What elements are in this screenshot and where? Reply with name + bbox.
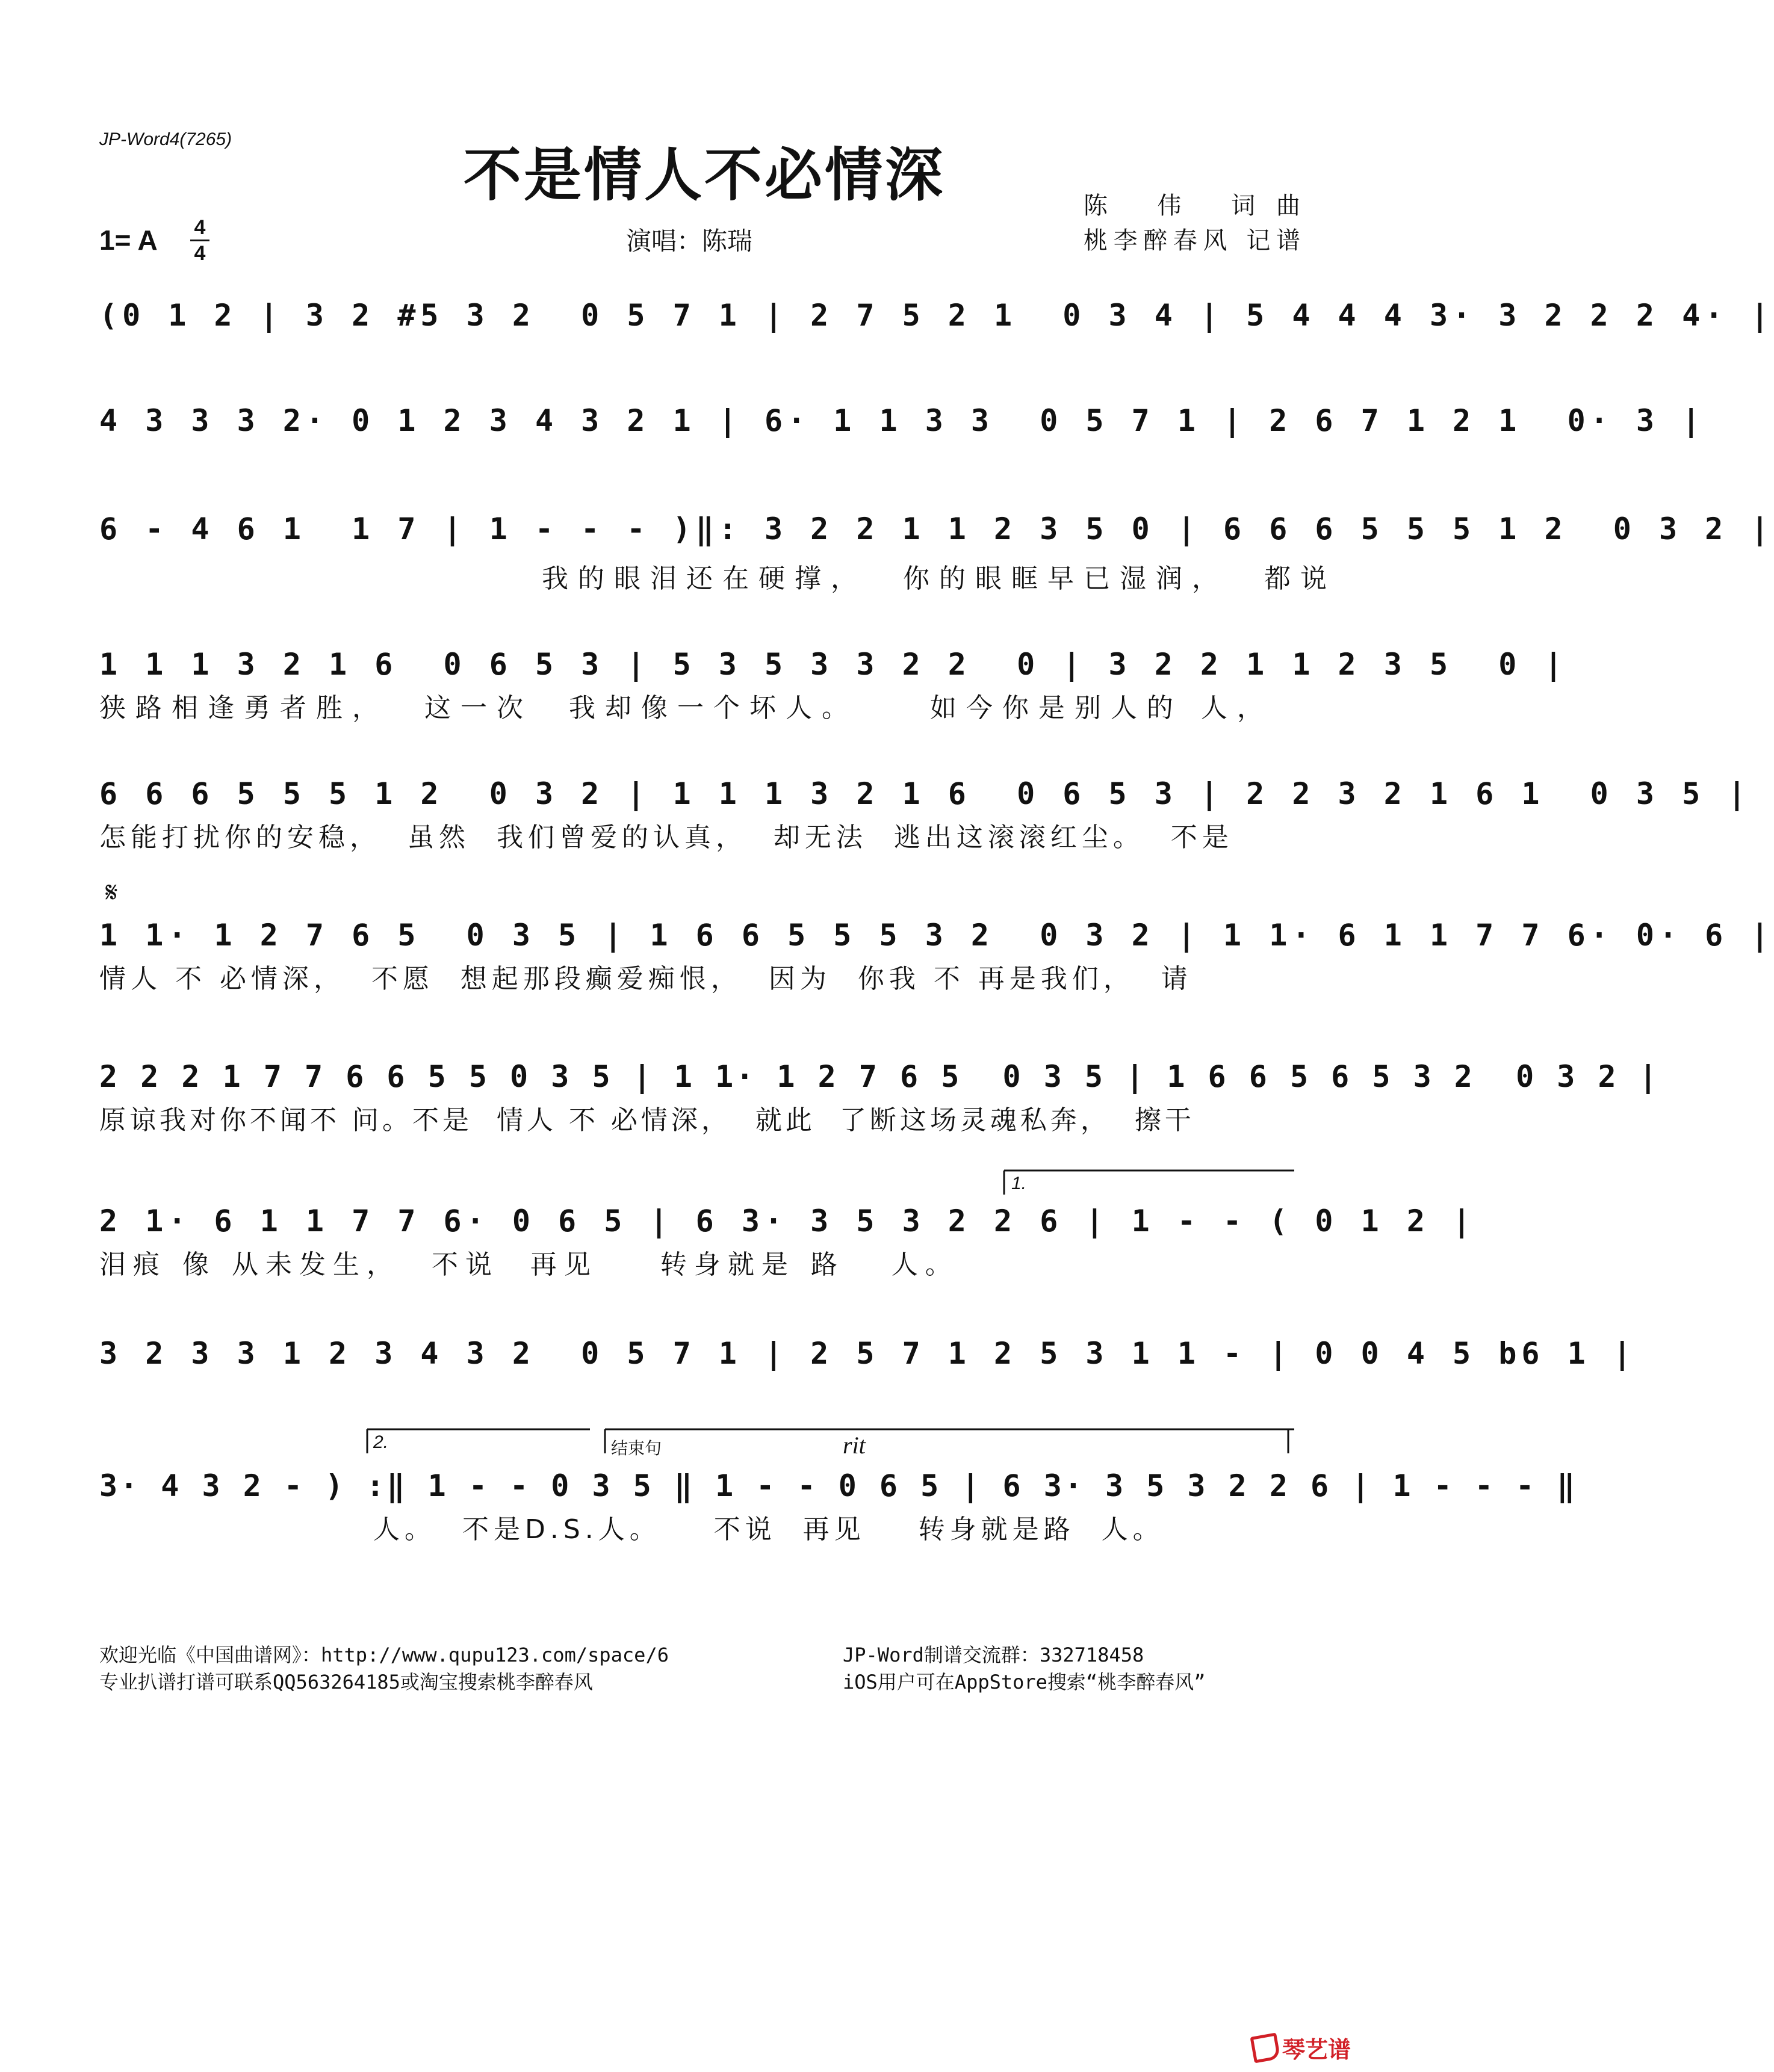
score-line-6-notes: 1 1· 1 2 7 6 5 0 3 5 | 1 6 6 5 5 5 3 2 0 3 2 | 1 1· 6 1 1 7 7 6· 0· 6 |	[99, 918, 1774, 953]
footer-website: 欢迎光临《中国曲谱网》：http://www.qupu123.com/space/6	[99, 1644, 669, 1666]
logo-icon	[1250, 2033, 1281, 2064]
score-line-3-notes: 6 - 4 6 1 1 7 | 1 - - - )‖: 3 2 2 1 1 2 3 5 0 | 6 6 6 5 5 5 1 2 0 3 2 |	[99, 512, 1774, 546]
score-line-6-lyrics: 情人 不 必情深， 不愿 想起那段癫爱痴恨， 因为 你我 不 再是我们， 请	[99, 963, 1192, 994]
score-line-8-notes: 2 1· 6 1 1 7 7 6· 0 6 5 | 6 3· 3 5 3 2 2 6 | 1 - - ( 0 1 2 |	[99, 1204, 1476, 1239]
software-label: JP-Word4(7265)	[99, 129, 232, 149]
score-line-10-notes: 3· 4 3 2 - ) :‖ 1 - - 0 3 5 ‖ 1 - - 0 6 5 | 6 3· 3 5 3 2 2 6 | 1 - - - ‖	[99, 1468, 1578, 1503]
score-line-7-notes: 2 2 2 1 7 7 6 6 5 5 0 3 5 | 1 1· 1 2 7 6 5 0 3 5 | 1 6 6 5 6 5 3 2 0 3 2 |	[99, 1059, 1660, 1094]
page-title: 不是情人不必情深	[464, 141, 945, 209]
score-line-3-lyrics: 我的眼泪还在硬撑， 你的眼眶早已湿润， 都说	[542, 563, 1336, 594]
score-line-4-lyrics: 狭路相逢勇者胜， 这一次 我却像一个坏人。 如今你是别人的 人，	[99, 693, 1273, 723]
score-line-9-notes: 3 2 3 3 1 2 3 4 3 2 0 5 7 1 | 2 5 7 1 2 5 3 1 1 - | 0 0 4 5 b6 1 |	[99, 1336, 1636, 1371]
rit-marking: rit	[843, 1432, 866, 1459]
score-line-4-notes: 1 1 1 3 2 1 6 0 6 5 3 | 5 3 5 3 3 2 2 0 | 3 2 2 1 1 2 3 5 0 |	[99, 647, 1568, 682]
footer-group: JP-Word制谱交流群：332718458	[843, 1644, 1144, 1666]
footer-contact: 专业扒谱打谱可联系QQ563264185或淘宝搜索桃李醉春风	[99, 1671, 593, 1693]
transcriber-credit: 桃李醉春风 记谱	[1084, 227, 1300, 255]
composer-credit: 陈 伟 词曲	[1084, 192, 1300, 220]
score-line-10-lyrics: 人。 不是D.S.人。 不说 再见 转身就是路 人。	[373, 1514, 1164, 1545]
coda-label: 结束句	[611, 1438, 662, 1458]
volta-1-label: 1.	[1011, 1174, 1027, 1193]
score-line-2-notes: 4 3 3 3 2· 0 1 2 3 4 3 2 1 | 6· 1 1 3 3 0 5 7 1 | 2 6 7 1 2 1 0· 3 |	[99, 403, 1705, 438]
volta-2-label: 2.	[373, 1432, 389, 1452]
footer-ios: iOS用户可在AppStore搜索“桃李醉春风”	[843, 1671, 1206, 1693]
score-line-5-notes: 6 6 6 5 5 5 1 2 0 3 2 | 1 1 1 3 2 1 6 0 6 5 3 | 2 2 3 2 1 6 1 0 3 5 |	[99, 776, 1751, 811]
time-top: 4	[194, 216, 206, 239]
key-signature: 1= A	[99, 224, 158, 256]
score-line-1-notes: (0 1 2 | 3 2 #5 3 2 0 5 7 1 | 2 7 5 2 1 0 3 4 | 5 4 4 4 3· 3 2 2 2 4· |	[99, 298, 1774, 333]
time-bottom: 4	[194, 242, 206, 265]
logo-text: 琴艺谱	[1282, 2036, 1351, 2063]
score-line-8-lyrics: 泪痕 像 从未发生， 不说 再见 转身就是 路 人。	[99, 1249, 959, 1280]
score-line-7-lyrics: 原谅我对你不闻不 问。不是 情人 不 必情深， 就此 了断这场灵魂私奔， 擦干	[99, 1105, 1195, 1136]
score-line-5-lyrics: 怎能打扰你的安稳， 虽然 我们曾爱的认真， 却无法 逃出这滚滚红尘。 不是	[99, 822, 1233, 853]
segno-sign: 𝄋	[105, 876, 118, 909]
singer: 演唱：陈瑞	[626, 226, 753, 256]
site-logo	[1252, 2031, 1351, 2064]
